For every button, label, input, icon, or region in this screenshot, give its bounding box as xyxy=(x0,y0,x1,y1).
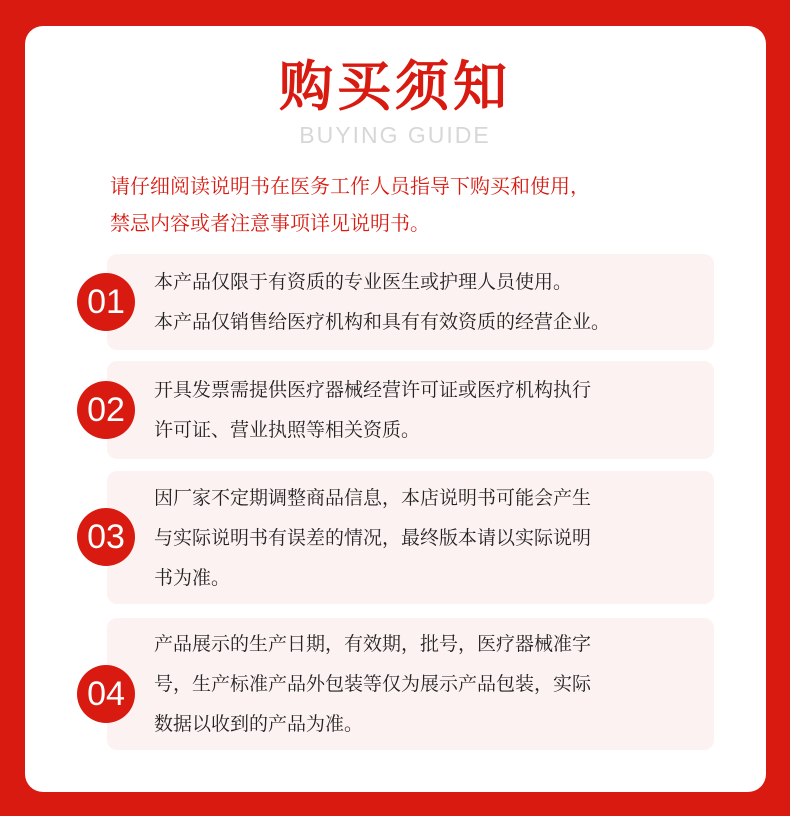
guide-item-line: 号，生产标准产品外包装等仅为展示产品包装，实际 xyxy=(154,673,592,695)
guide-item-line: 与实际说明书有误差的情况，最终版本请以实际说明 xyxy=(154,527,592,549)
guide-item-line: 数据以收到的产品为准。 xyxy=(154,713,364,735)
guide-item-line: 本产品仅限于有资质的专业医生或护理人员使用。 xyxy=(154,271,573,293)
guide-item-line: 书为准。 xyxy=(154,567,231,589)
guide-item-text xyxy=(154,624,696,744)
guide-item-line: 产品展示的生产日期，有效期，批号，医疗器械准字 xyxy=(154,633,592,655)
guide-item-01 xyxy=(107,254,714,350)
guide-item-line: 因厂家不定期调整商品信息，本店说明书可能会产生 xyxy=(154,487,592,509)
page-title: 购买须知 xyxy=(279,55,511,118)
item-number-badge: 04 xyxy=(77,665,135,723)
page-subtitle: BUYING GUIDE xyxy=(299,122,491,148)
guide-item-03 xyxy=(107,471,714,604)
guide-item-04 xyxy=(107,618,714,750)
item-number-badge: 03 xyxy=(77,508,135,566)
item-number-badge: 01 xyxy=(77,273,135,331)
notice-line: 请仔细阅读说明书在医务工作人员指导下购买和使用， xyxy=(110,174,590,198)
guide-item-02 xyxy=(107,361,714,459)
guide-item-text xyxy=(154,262,696,342)
guide-item-text xyxy=(154,370,696,450)
notice-text xyxy=(110,168,710,242)
notice-line: 禁忌内容或者注意事项详见说明书。 xyxy=(110,211,430,235)
guide-item-line: 许可证、营业执照等相关资质。 xyxy=(154,419,421,441)
guide-item-text xyxy=(154,478,696,598)
guide-item-line: 本产品仅销售给医疗机构和具有有效资质的经营企业。 xyxy=(154,311,611,333)
item-number-badge: 02 xyxy=(77,381,135,439)
guide-item-line: 开具发票需提供医疗器械经营许可证或医疗机构执行 xyxy=(154,379,592,401)
